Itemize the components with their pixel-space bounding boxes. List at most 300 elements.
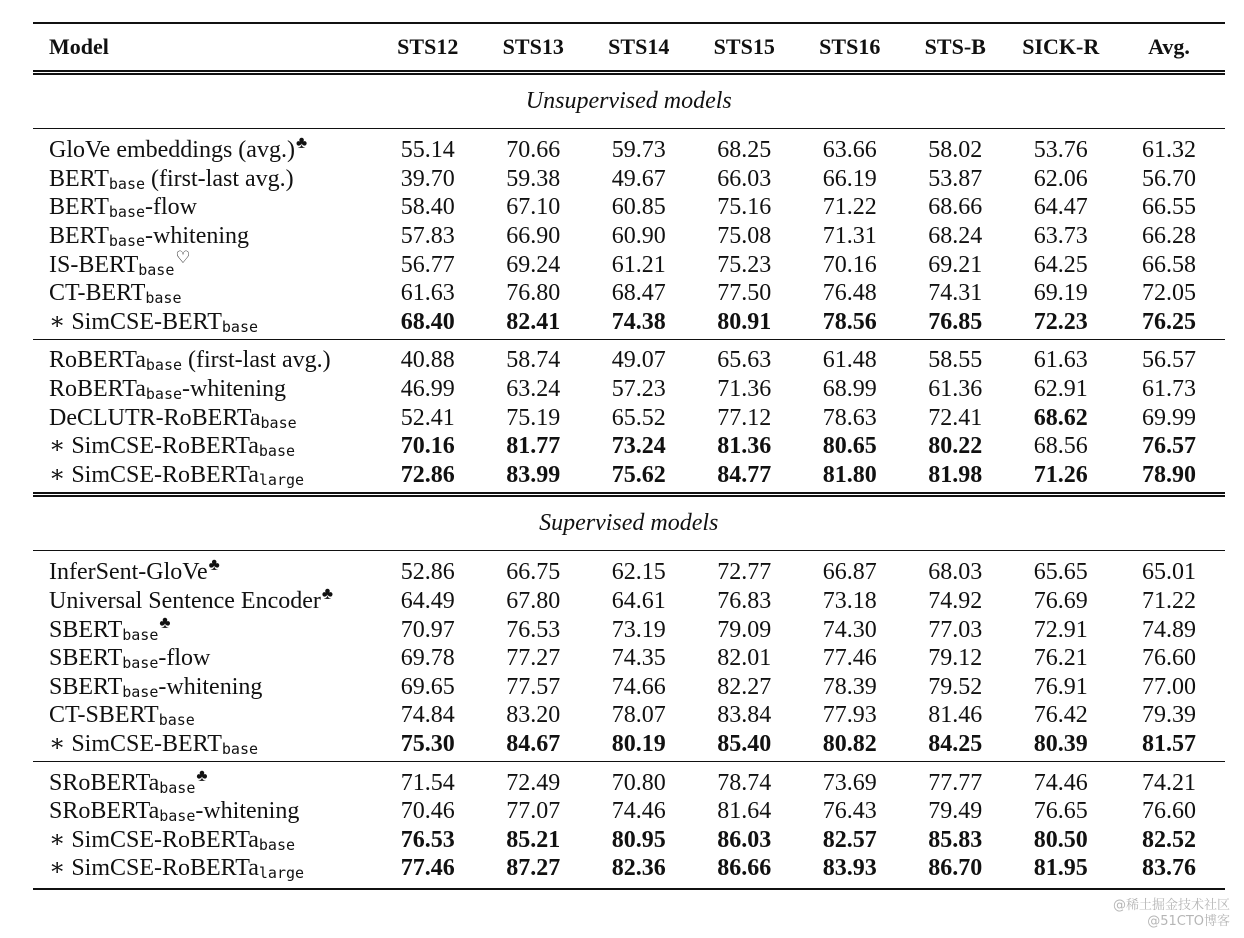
score-cell: 61.73 [1142, 376, 1196, 403]
score-cell: 74.21 [1114, 762, 1225, 797]
score-cell: 64.61 [611, 588, 666, 615]
score-cell: 61.21 [611, 251, 666, 278]
score-cell: 81.57 [1142, 730, 1196, 757]
model-name-suffix: -flow [158, 645, 211, 672]
model-name: Universal Sentence Encoder [49, 588, 321, 615]
model-name: ∗ SimCSE-RoBERTa [49, 855, 259, 882]
model-name-cell [33, 825, 375, 854]
model-name-cell [33, 673, 375, 702]
score-cell: 76.65 [1033, 798, 1088, 825]
heart-mark-icon: ♡ [175, 247, 191, 267]
score-cell: 69.78 [400, 645, 455, 672]
table-row [33, 644, 1225, 673]
score-cell: 76.53 [400, 826, 455, 853]
score-cell: 68.56 [1033, 433, 1088, 460]
score-cell: 68.24 [928, 223, 983, 250]
model-size-subscript: base [159, 807, 196, 826]
score-cell: 46.99 [400, 376, 455, 403]
score-cell: 58.55 [903, 340, 1009, 375]
score-cell: 86.66 [692, 854, 798, 889]
score-cell: 60.90 [611, 223, 666, 250]
score-cell: 62.91 [1033, 376, 1088, 403]
score-cell: 62.15 [586, 551, 692, 587]
score-cell: 49.07 [586, 340, 692, 375]
score-cell: 84.25 [928, 730, 983, 757]
score-cell: 85.40 [717, 730, 772, 757]
score-cell: 61.63 [1008, 340, 1114, 375]
score-cell: 81.77 [506, 433, 561, 460]
score-cell: 66.87 [797, 551, 903, 587]
score-cell: 65.63 [692, 340, 798, 375]
score-cell: 81.80 [822, 461, 877, 488]
model-size-subscript: base [138, 260, 175, 279]
table-row [33, 403, 1225, 432]
score-cell: 70.16 [822, 251, 877, 278]
score-cell: 69.19 [1033, 280, 1088, 307]
score-cell: 85.21 [506, 826, 561, 853]
club-mark-icon: ♣ [208, 555, 220, 575]
table-row [33, 340, 1225, 375]
score-cell: 75.23 [717, 251, 772, 278]
score-cell: 73.18 [822, 588, 877, 615]
score-cell: 74.38 [611, 308, 666, 335]
score-cell: 64.47 [1033, 194, 1088, 221]
score-cell: 71.22 [1142, 588, 1196, 615]
score-cell: 74.31 [928, 280, 983, 307]
score-cell: 77.07 [506, 798, 561, 825]
model-name-cell [33, 129, 375, 165]
score-cell: 72.05 [1142, 280, 1196, 307]
score-cell: 76.85 [928, 308, 983, 335]
score-cell: 64.25 [1033, 251, 1088, 278]
model-size-subscript: base [258, 442, 296, 461]
results-table-container [33, 22, 1224, 890]
model-size-subscript: base [122, 654, 159, 673]
score-cell: 65.01 [1114, 551, 1225, 587]
score-cell: 86.03 [717, 826, 772, 853]
score-cell: 82.57 [822, 826, 877, 853]
score-cell: 82.41 [506, 308, 561, 335]
model-name: DeCLUTR-RoBERTa [49, 404, 261, 431]
model-size-subscript: base [122, 682, 159, 701]
score-cell: 76.25 [1142, 308, 1196, 335]
score-cell: 67.10 [506, 194, 561, 221]
table-row [33, 461, 1225, 495]
score-cell: 59.38 [506, 165, 561, 192]
model-size-subscript: base [108, 174, 146, 193]
score-cell: 66.55 [1142, 194, 1196, 221]
score-cell: 73.19 [611, 616, 666, 643]
score-cell: 63.73 [1033, 223, 1088, 250]
score-cell: 68.03 [903, 551, 1009, 587]
score-cell: 69.24 [506, 251, 561, 278]
model-name-suffix: -flow [145, 194, 198, 221]
score-cell: 77.12 [717, 404, 772, 431]
score-cell: 75.19 [506, 404, 561, 431]
score-cell: 83.76 [1114, 854, 1225, 889]
score-cell: 70.97 [400, 616, 455, 643]
model-name-cell [33, 340, 375, 375]
score-cell: 72.77 [692, 551, 798, 587]
model-name-suffix: -whitening [195, 798, 300, 825]
score-cell: 71.26 [1033, 461, 1088, 488]
model-size-subscript: base [122, 625, 159, 644]
table-row [33, 250, 1225, 279]
model-name: ∗ SimCSE-RoBERTa [49, 433, 259, 460]
score-cell: 76.42 [1033, 702, 1088, 729]
model-name: SBERT [49, 673, 123, 700]
model-size-subscript: base [221, 317, 259, 336]
club-mark-icon: ♣ [196, 765, 208, 785]
score-cell: 77.03 [928, 616, 983, 643]
score-cell: 73.69 [797, 762, 903, 797]
table-row [33, 129, 1225, 165]
score-cell: 66.19 [822, 165, 877, 192]
table-row [33, 551, 1225, 587]
score-cell: 69.65 [400, 673, 455, 700]
model-name-suffix: -whitening [145, 223, 250, 250]
model-name-cell [33, 854, 375, 889]
score-cell: 67.80 [506, 588, 561, 615]
score-cell: 76.60 [1142, 645, 1196, 672]
model-name-cell [33, 432, 375, 461]
score-cell: 80.39 [1033, 730, 1088, 757]
score-cell: 80.22 [928, 433, 983, 460]
table-row [33, 673, 1225, 702]
score-cell: 81.64 [717, 798, 772, 825]
score-cell: 74.46 [1008, 762, 1114, 797]
score-cell: 76.91 [1033, 673, 1088, 700]
table-row [33, 375, 1225, 404]
model-size-subscript: base [258, 835, 296, 854]
score-cell: 76.21 [1033, 645, 1088, 672]
model-name-suffix: (first-last avg.) [182, 347, 331, 374]
score-cell: 78.90 [1142, 461, 1196, 488]
score-cell: 74.84 [400, 702, 455, 729]
table-row [33, 701, 1225, 730]
score-cell: 73.24 [611, 433, 666, 460]
model-size-subscript: base [108, 203, 146, 222]
score-cell: 77.77 [903, 762, 1009, 797]
score-cell: 82.36 [586, 854, 692, 889]
score-cell: 76.48 [822, 280, 877, 307]
score-cell: 74.30 [822, 616, 877, 643]
model-size-subscript: base [145, 356, 183, 375]
watermark-line: @51CTO博客 [1147, 914, 1230, 929]
score-cell: 78.56 [822, 308, 877, 335]
column-header: STS12 [397, 34, 459, 59]
model-name-cell [33, 279, 375, 308]
score-cell: 78.07 [611, 702, 666, 729]
score-cell: 74.89 [1142, 616, 1196, 643]
score-cell: 56.70 [1142, 165, 1196, 192]
column-header: SICK-R [1022, 34, 1100, 59]
section-title: Unsupervised models [33, 73, 1225, 129]
header-row [33, 23, 1225, 73]
score-cell: 84.77 [717, 461, 772, 488]
score-cell: 68.99 [822, 376, 877, 403]
score-cell: 76.69 [1033, 588, 1088, 615]
score-cell: 77.93 [822, 702, 877, 729]
table-row [33, 587, 1225, 616]
score-cell: 61.63 [400, 280, 455, 307]
score-cell: 70.16 [400, 433, 455, 460]
column-header: STS13 [502, 34, 564, 59]
score-cell: 56.57 [1114, 340, 1225, 375]
results-table [33, 22, 1225, 890]
score-cell: 75.16 [717, 194, 772, 221]
section-title: Supervised models [33, 495, 1225, 551]
score-cell: 83.20 [506, 702, 561, 729]
score-cell: 80.50 [1033, 826, 1088, 853]
score-cell: 65.52 [611, 404, 666, 431]
model-name-cell [33, 701, 375, 730]
score-cell: 61.36 [928, 376, 983, 403]
table-row [33, 193, 1225, 222]
score-cell: 69.21 [928, 251, 983, 278]
score-cell: 87.27 [481, 854, 587, 889]
model-name: BERT [49, 223, 109, 250]
score-cell: 53.87 [928, 165, 983, 192]
model-name: BERT [49, 194, 109, 221]
model-name: SBERT [49, 645, 123, 672]
score-cell: 66.90 [506, 223, 561, 250]
model-size-subscript: base [145, 289, 182, 308]
table-row [33, 615, 1225, 644]
score-cell: 72.49 [481, 762, 587, 797]
score-cell: 76.83 [717, 588, 772, 615]
score-cell: 72.41 [928, 404, 983, 431]
score-cell: 56.77 [400, 251, 455, 278]
score-cell: 79.39 [1142, 702, 1196, 729]
score-cell: 61.32 [1114, 129, 1225, 165]
score-cell: 63.66 [797, 129, 903, 165]
score-cell: 76.57 [1142, 433, 1196, 460]
score-cell: 83.99 [506, 461, 561, 488]
model-size-subscript: base [159, 778, 196, 797]
score-cell: 75.08 [717, 223, 772, 250]
model-name: RoBERTa [49, 376, 146, 403]
model-name: CT-BERT [49, 280, 146, 307]
model-name: ∗ SimCSE-RoBERTa [49, 826, 259, 853]
score-cell: 61.48 [797, 340, 903, 375]
score-cell: 75.30 [400, 730, 455, 757]
score-cell: 81.95 [1008, 854, 1114, 889]
score-cell: 77.00 [1142, 673, 1196, 700]
score-cell: 81.36 [717, 433, 772, 460]
table-row [33, 165, 1225, 194]
model-name-suffix: -whitening [158, 673, 263, 700]
column-header: STS-B [924, 34, 986, 59]
score-cell: 74.92 [928, 588, 983, 615]
model-name: SBERT [49, 616, 123, 643]
score-cell: 79.12 [928, 645, 983, 672]
score-cell: 40.88 [375, 340, 481, 375]
score-cell: 55.14 [375, 129, 481, 165]
score-cell: 84.67 [506, 730, 561, 757]
model-name-cell [33, 797, 375, 826]
model-name-cell [33, 762, 375, 797]
score-cell: 64.49 [400, 588, 455, 615]
score-cell: 59.73 [586, 129, 692, 165]
table-row [33, 222, 1225, 251]
model-name: GloVe embeddings (avg.) [49, 137, 295, 164]
model-name-cell [33, 165, 375, 194]
model-name: SRoBERTa [49, 769, 160, 796]
score-cell: 85.83 [928, 826, 983, 853]
score-cell: 77.57 [506, 673, 561, 700]
score-cell: 70.80 [586, 762, 692, 797]
score-cell: 66.03 [717, 165, 772, 192]
section-title-row [33, 73, 1225, 129]
score-cell: 60.85 [611, 194, 666, 221]
score-cell: 39.70 [400, 165, 455, 192]
score-cell: 63.24 [506, 376, 561, 403]
score-cell: 68.47 [611, 280, 666, 307]
column-header: STS15 [713, 34, 775, 59]
column-header: STS16 [819, 34, 881, 59]
score-cell: 77.46 [822, 645, 877, 672]
club-mark-icon: ♣ [159, 612, 171, 632]
model-size-subscript: large [258, 470, 305, 489]
model-name-cell [33, 222, 375, 251]
table-body [33, 73, 1225, 889]
table-row [33, 854, 1225, 889]
score-cell: 78.74 [692, 762, 798, 797]
score-cell: 58.02 [903, 129, 1009, 165]
score-cell: 68.62 [1033, 404, 1088, 431]
score-cell: 52.86 [375, 551, 481, 587]
score-cell: 68.25 [692, 129, 798, 165]
score-cell: 68.66 [928, 194, 983, 221]
score-cell: 71.54 [375, 762, 481, 797]
model-name-cell [33, 308, 375, 340]
model-name-suffix: (first-last avg.) [145, 165, 294, 192]
score-cell: 80.95 [611, 826, 666, 853]
score-cell: 83.84 [717, 702, 772, 729]
score-cell: 79.52 [928, 673, 983, 700]
model-size-subscript: large [258, 864, 305, 883]
table-row [33, 308, 1225, 340]
score-cell: 80.65 [822, 433, 877, 460]
score-cell: 76.43 [822, 798, 877, 825]
model-name: CT-SBERT [49, 702, 159, 729]
table-row [33, 797, 1225, 826]
model-name-cell [33, 551, 375, 587]
score-cell: 77.50 [717, 280, 772, 307]
model-name: ∗ SimCSE-RoBERTa [49, 461, 259, 488]
score-cell: 86.70 [903, 854, 1009, 889]
score-cell: 69.99 [1142, 404, 1196, 431]
score-cell: 77.46 [375, 854, 481, 889]
score-cell: 81.98 [928, 461, 983, 488]
score-cell: 83.93 [797, 854, 903, 889]
score-cell: 75.62 [611, 461, 666, 488]
score-cell: 68.40 [400, 308, 455, 335]
score-cell: 66.28 [1142, 223, 1196, 250]
club-mark-icon: ♣ [295, 133, 308, 153]
watermark [1113, 898, 1230, 930]
model-name-cell [33, 461, 375, 495]
score-cell: 70.66 [481, 129, 587, 165]
table-row [33, 432, 1225, 461]
score-cell: 82.27 [717, 673, 772, 700]
score-cell: 53.76 [1008, 129, 1114, 165]
section-title-row [33, 495, 1225, 551]
score-cell: 76.60 [1142, 798, 1196, 825]
score-cell: 71.31 [822, 223, 877, 250]
score-cell: 76.53 [506, 616, 561, 643]
score-cell: 74.66 [611, 673, 666, 700]
model-name-cell [33, 375, 375, 404]
model-size-subscript: base [221, 739, 259, 758]
model-name: BERT [49, 165, 109, 192]
score-cell: 77.27 [506, 645, 561, 672]
score-cell: 71.36 [717, 376, 772, 403]
model-name-cell [33, 612, 375, 644]
score-cell: 74.46 [611, 798, 666, 825]
score-cell: 58.40 [400, 194, 455, 221]
model-name-cell [33, 584, 375, 616]
score-cell: 58.74 [481, 340, 587, 375]
score-cell: 71.22 [822, 194, 877, 221]
model-name-cell [33, 730, 375, 762]
score-cell: 72.23 [1033, 308, 1088, 335]
score-cell: 82.01 [717, 645, 772, 672]
column-header: Avg. [1148, 34, 1190, 59]
score-cell: 72.86 [400, 461, 455, 488]
model-name: ∗ SimCSE-BERT [49, 308, 222, 335]
column-header: STS14 [608, 34, 670, 59]
score-cell: 82.52 [1142, 826, 1196, 853]
score-cell: 52.41 [400, 404, 455, 431]
score-cell: 80.91 [717, 308, 772, 335]
model-size-subscript: base [158, 711, 195, 730]
table-row [33, 730, 1225, 762]
table-row [33, 279, 1225, 308]
model-size-subscript: base [145, 385, 183, 404]
model-name-cell [33, 193, 375, 222]
score-cell: 78.63 [822, 404, 877, 431]
model-size-subscript: base [108, 232, 146, 251]
table-row [33, 762, 1225, 797]
score-cell: 72.91 [1033, 616, 1088, 643]
score-cell: 79.49 [928, 798, 983, 825]
score-cell: 66.58 [1142, 251, 1196, 278]
score-cell: 74.35 [611, 645, 666, 672]
score-cell: 79.09 [717, 616, 772, 643]
club-mark-icon: ♣ [321, 584, 334, 604]
model-name-cell [33, 644, 375, 673]
score-cell: 80.19 [611, 730, 666, 757]
score-cell: 81.46 [928, 702, 983, 729]
score-cell: 70.46 [400, 798, 455, 825]
model-name-cell [33, 247, 375, 279]
column-header: Model [49, 34, 109, 59]
model-name: RoBERTa [49, 347, 146, 374]
score-cell: 57.23 [611, 376, 666, 403]
score-cell: 78.39 [822, 673, 877, 700]
watermark-line: @稀土掘金技术社区 [1112, 898, 1230, 913]
model-name-suffix: -whitening [182, 376, 286, 403]
model-name: SRoBERTa [49, 798, 160, 825]
model-name-cell [33, 403, 375, 432]
score-cell: 49.67 [611, 165, 666, 192]
table-row [33, 825, 1225, 854]
model-name: InferSent-GloVe [49, 559, 208, 586]
score-cell: 80.82 [822, 730, 877, 757]
score-cell: 57.83 [400, 223, 455, 250]
